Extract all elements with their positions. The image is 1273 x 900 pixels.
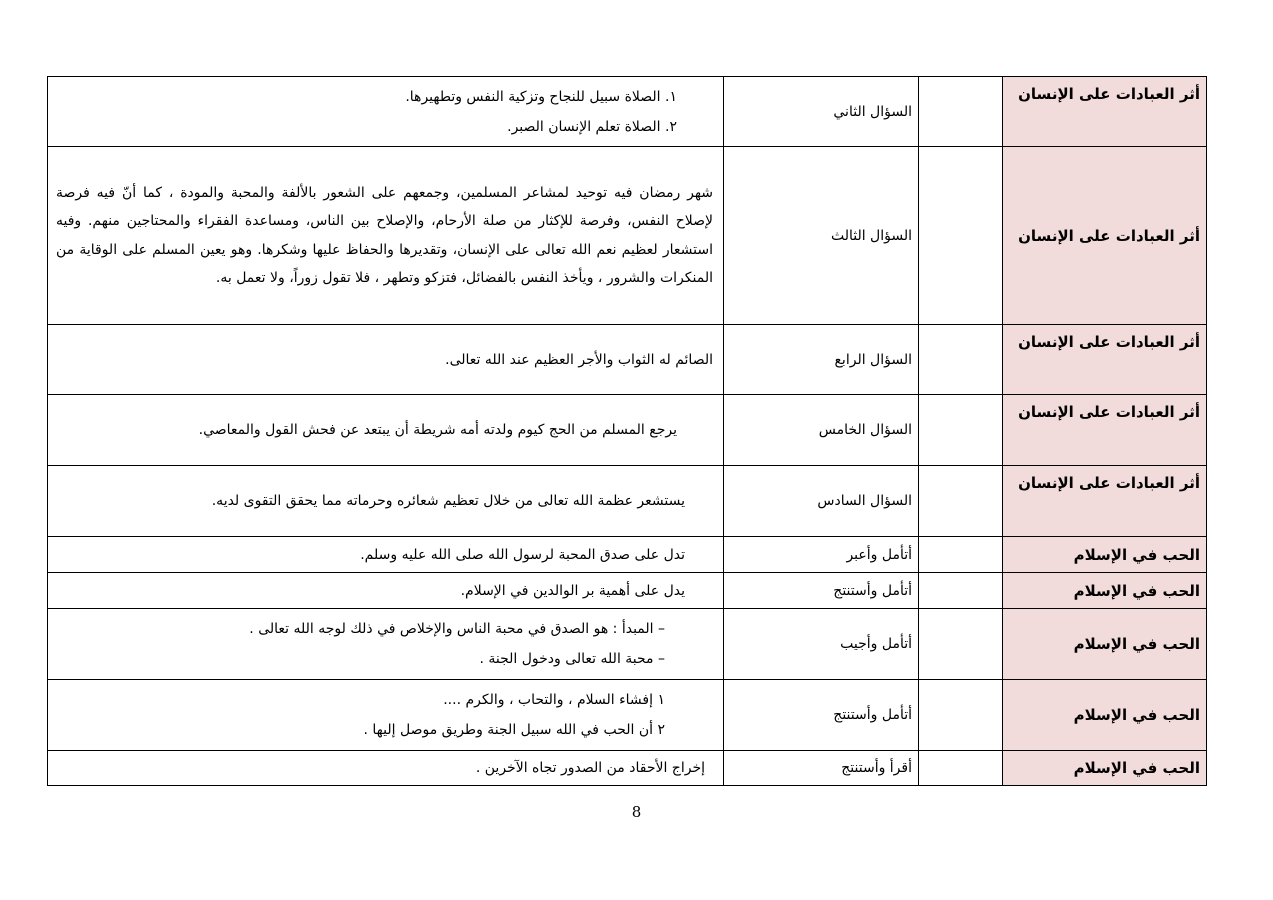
question-label: السؤال الثالث bbox=[724, 147, 919, 325]
empty-cell bbox=[919, 609, 1003, 680]
table-row bbox=[48, 147, 1207, 325]
lesson-title: الحب في الإسلام bbox=[1003, 573, 1207, 609]
lesson-title: الحب في الإسلام bbox=[1003, 680, 1207, 751]
lesson-title: الحب في الإسلام bbox=[1003, 609, 1207, 680]
table-row bbox=[48, 395, 1207, 466]
answer-line: تدل على صدق المحبة لرسول الله صلى الله عليه وسلم. bbox=[360, 546, 685, 563]
answer-cell bbox=[48, 325, 724, 395]
empty-cell bbox=[919, 395, 1003, 466]
question-label: أتأمل وأستنتج bbox=[724, 573, 919, 609]
answer-line: ١ إفشاء السلام ، والتحاب ، والكرم .... bbox=[443, 692, 665, 708]
page-number: 8 bbox=[631, 803, 642, 821]
table-row bbox=[48, 609, 1207, 680]
empty-cell bbox=[919, 147, 1003, 325]
answer-cell bbox=[48, 609, 724, 680]
answer-line: ١. الصلاة سبيل للنجاح وتزكية النفس وتطهيرها. bbox=[405, 88, 677, 105]
empty-cell bbox=[919, 537, 1003, 573]
table-row bbox=[48, 573, 1207, 609]
answer-cell bbox=[48, 147, 724, 325]
answer-line: إخراج الأحقاد من الصدور تجاه الآخرين . bbox=[475, 760, 705, 776]
empty-cell bbox=[919, 680, 1003, 751]
empty-cell bbox=[919, 325, 1003, 395]
table-row bbox=[48, 751, 1207, 786]
table-row bbox=[48, 466, 1207, 537]
question-label: السؤال الخامس bbox=[724, 395, 919, 466]
answer-line: ٢ أن الحب في الله سبيل الجنة وطريق موصل إليها . bbox=[363, 722, 665, 738]
table-row bbox=[48, 77, 1207, 147]
table-row bbox=[48, 325, 1207, 395]
question-label: أقرأ وأستنتج bbox=[724, 751, 919, 786]
answer-cell bbox=[48, 466, 724, 537]
answer-line: الصائم له الثواب والأجر العظيم عند الله تعالى. bbox=[445, 351, 713, 368]
answer-cell bbox=[48, 751, 724, 786]
answer-line: يدل على أهمية بر الوالدين في الإسلام. bbox=[460, 582, 685, 599]
question-label: السؤال الثاني bbox=[724, 77, 919, 147]
empty-cell bbox=[919, 77, 1003, 147]
table-row bbox=[48, 537, 1207, 573]
lesson-title: أثر العبادات على الإنسان bbox=[1003, 466, 1207, 537]
lesson-title: أثر العبادات على الإنسان bbox=[1003, 77, 1207, 147]
answer-line: – محبة الله تعالى ودخول الجنة . bbox=[479, 651, 665, 667]
question-label: أتأمل وأستنتج bbox=[724, 680, 919, 751]
question-label: أتأمل وأجيب bbox=[724, 609, 919, 680]
lesson-title: أثر العبادات على الإنسان bbox=[1003, 395, 1207, 466]
question-label: أتأمل وأعبر bbox=[724, 537, 919, 573]
answer-cell bbox=[48, 395, 724, 466]
question-label: السؤال الرابع bbox=[724, 325, 919, 395]
lesson-title: الحب في الإسلام bbox=[1003, 537, 1207, 573]
empty-cell bbox=[919, 573, 1003, 609]
question-label: السؤال السادس bbox=[724, 466, 919, 537]
lesson-title: أثر العبادات على الإنسان bbox=[1003, 325, 1207, 395]
answer-cell bbox=[48, 573, 724, 609]
answer-paragraph: شهر رمضان فيه توحيد لمشاعر المسلمين، وجمعهم على الشعور بالألفة والمحبة والمودة ، كما أنّ فيه فرصة لإصلاح النفس، وفرصة للإكثار من صلة الأرحام، والإصلاح بين الناس، ومساعدة الفقراء والمحتاجين منهم. وفيه استشعار لعظيم نعم الله تعالى على الإنسان، وتقديرها والحفاظ عليها وشكرها. وهو يعين المسلم على الوقاية من المنكرات والشرور ، ويأخذ النفس بالفضائل، فتزكو وتطهر ، فلا تقول زوراً، ولا تعمل به. bbox=[56, 184, 713, 286]
table-row bbox=[48, 680, 1207, 751]
empty-cell bbox=[919, 466, 1003, 537]
answer-line: – المبدأ : هو الصدق في محبة الناس والإخلاص في ذلك لوجه الله تعالى . bbox=[249, 621, 665, 637]
answer-line: يستشعر عظمة الله تعالى من خلال تعظيم شعائره وحرماته مما يحقق التقوى لديه. bbox=[211, 493, 685, 509]
answer-table bbox=[47, 76, 1207, 786]
answer-cell bbox=[48, 537, 724, 573]
answer-cell bbox=[48, 77, 724, 147]
lesson-title: الحب في الإسلام bbox=[1003, 751, 1207, 786]
answer-cell bbox=[48, 680, 724, 751]
answer-line: ٢. الصلاة تعلم الإنسان الصبر. bbox=[507, 118, 677, 135]
answer-line: يرجع المسلم من الحج كيوم ولدته أمه شريطة أن يبتعد عن فحش القول والمعاصي. bbox=[198, 422, 677, 438]
lesson-title: أثر العبادات على الإنسان bbox=[1003, 147, 1207, 325]
empty-cell bbox=[919, 751, 1003, 786]
